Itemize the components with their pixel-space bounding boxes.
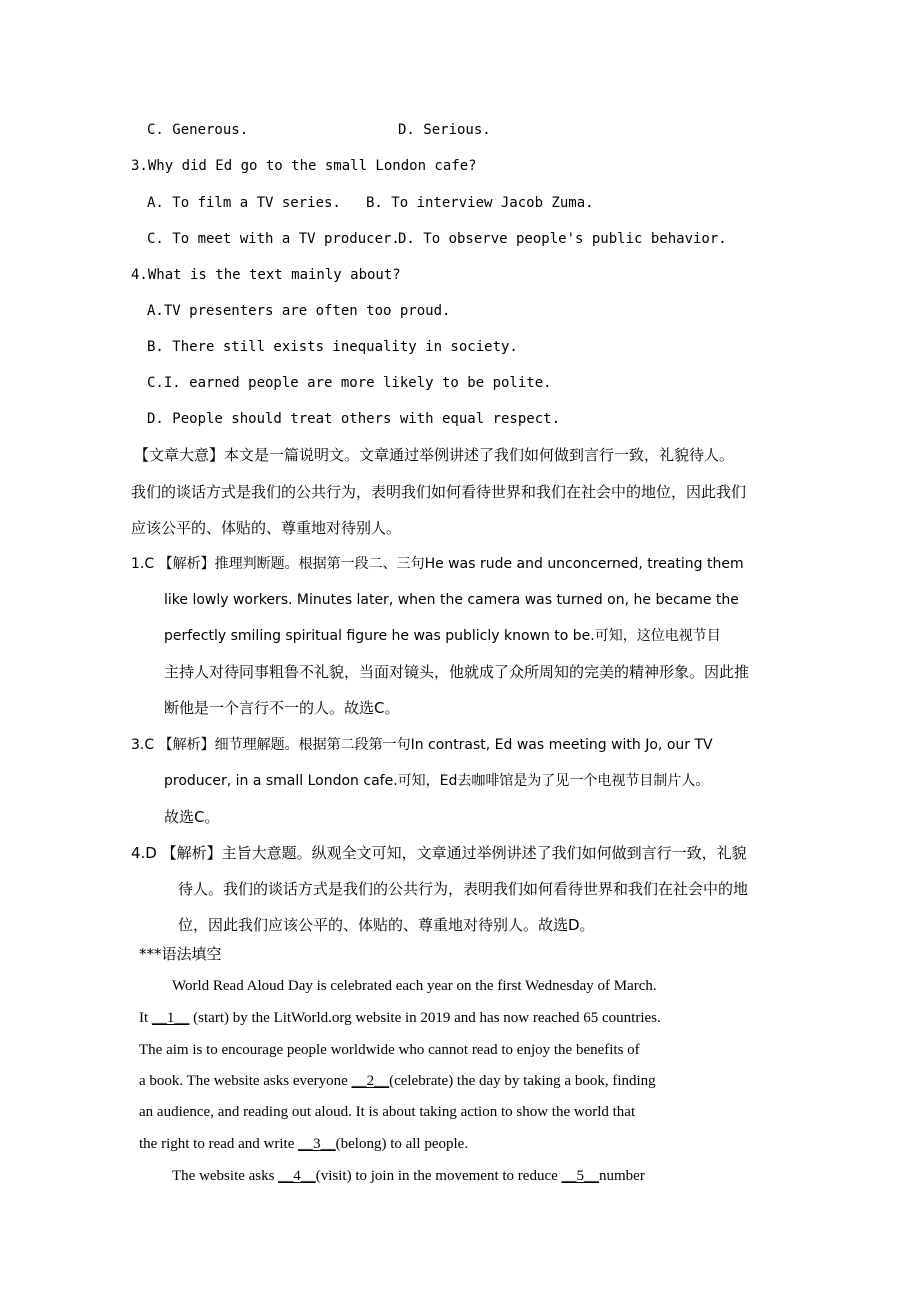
text: the right to read and write [139, 1136, 299, 1152]
q2-option-d: D. Serious. [398, 122, 491, 138]
analysis-4-line-3: 位，因此我们应该公平的、体贴的、尊重地对待别人。故选D。 [178, 916, 595, 934]
grammar-p1-line-4 [139, 1072, 656, 1090]
analysis-4-line-2: 待人。我们的谈话方式是我们的公共行为，表明我们如何看待世界和我们在社会中的地 [178, 880, 749, 898]
grammar-p2-line-1 [172, 1167, 645, 1185]
grammar-p1-line-5: an audience, and reading out aloud. It is about taking action to show the world that [139, 1104, 636, 1120]
text: (belong) to all people. [335, 1136, 469, 1152]
text: It [139, 1010, 152, 1026]
blank-3[interactable]: __3__ [298, 1136, 336, 1152]
summary-line-3: 应该公平的、体贴的、尊重地对待别人。 [131, 519, 402, 537]
q3-question: 3.Why did Ed go to the small London cafe? [131, 158, 477, 174]
q3-option-d: D. To observe people's public behavior. [398, 231, 727, 247]
q4-option-d: D. People should treat others with equal respect. [147, 411, 561, 427]
text: number [599, 1168, 645, 1184]
analysis-1-line-2: like lowly workers. Minutes later, when the camera was turned on, he became the [164, 592, 739, 608]
blank-1[interactable]: __1__ [151, 1010, 190, 1026]
q3-option-c: C. To meet with a TV producer. [147, 231, 400, 247]
text: The website asks [172, 1168, 279, 1184]
analysis-1-line-3: perfectly smiling spiritual figure he was publicly known to be.可知，这位电视节目 [164, 628, 721, 644]
summary-line-1: 【文章大意】本文是一篇说明文。文章通过举例讲述了我们如何做到言行一致，礼貌待人。 [134, 446, 735, 464]
grammar-p1-line-6 [139, 1135, 468, 1153]
blank-4[interactable]: __4__ [278, 1168, 316, 1184]
analysis-1-line-1: 1.C 【解析】推理判断题。根据第一段二、三句He was rude and unconcerned, treating them [131, 556, 744, 572]
analysis-1-line-4: 主持人对待同事粗鲁不礼貌，当面对镜头，他就成了众所周知的完美的精神形象。因此推 [164, 663, 750, 681]
grammar-p1-line-2 [139, 1009, 661, 1027]
analysis-3-line-2: producer, in a small London cafe.可知，Ed去咖啡馆是为了见一个电视节目制片人。 [164, 773, 710, 789]
analysis-1-line-5: 断他是一个言行不一的人。故选C。 [164, 699, 400, 717]
text: (celebrate) the day by taking a book, finding [389, 1073, 656, 1089]
text: (start) by the LitWorld.org website in 2019 and has now reached 65 countries. [189, 1010, 661, 1026]
q3-option-a: A. To film a TV series. [147, 195, 341, 211]
q4-option-a: A.TV presenters are often too proud. [147, 303, 451, 319]
analysis-3-line-1: 3.C 【解析】细节理解题。根据第二段第一句In contrast, Ed was meeting with Jo, our TV [131, 737, 713, 753]
text: (visit) to join in the movement to reduce [315, 1168, 562, 1184]
q4-option-b: B. There still exists inequality in society. [147, 339, 518, 355]
blank-5[interactable]: __5__ [561, 1168, 600, 1184]
summary-line-2: 我们的谈话方式是我们的公共行为，表明我们如何看待世界和我们在社会中的地位，因此我们 [131, 483, 747, 501]
grammar-p1-line-1: World Read Aloud Day is celebrated each year on the first Wednesday of March. [172, 978, 657, 994]
text: a book. The website asks everyone [139, 1073, 352, 1089]
blank-2[interactable]: __2__ [351, 1073, 390, 1089]
grammar-heading: ***语法填空 [139, 945, 222, 963]
analysis-4-line-1: 4.D 【解析】主旨大意题。纵观全文可知，文章通过举例讲述了我们如何做到言行一致，礼貌 [131, 844, 747, 862]
q2-option-c: C. Generous. [147, 122, 249, 138]
q4-option-c: C.I. earned people are more likely to be polite. [147, 375, 552, 391]
analysis-3-line-3: 故选C。 [164, 808, 220, 826]
q3-option-b: B. To interview Jacob Zuma. [366, 195, 594, 211]
grammar-p1-line-3: The aim is to encourage people worldwide who cannot read to enjoy the benefits of [139, 1042, 640, 1058]
q4-question: 4.What is the text mainly about? [131, 267, 401, 283]
